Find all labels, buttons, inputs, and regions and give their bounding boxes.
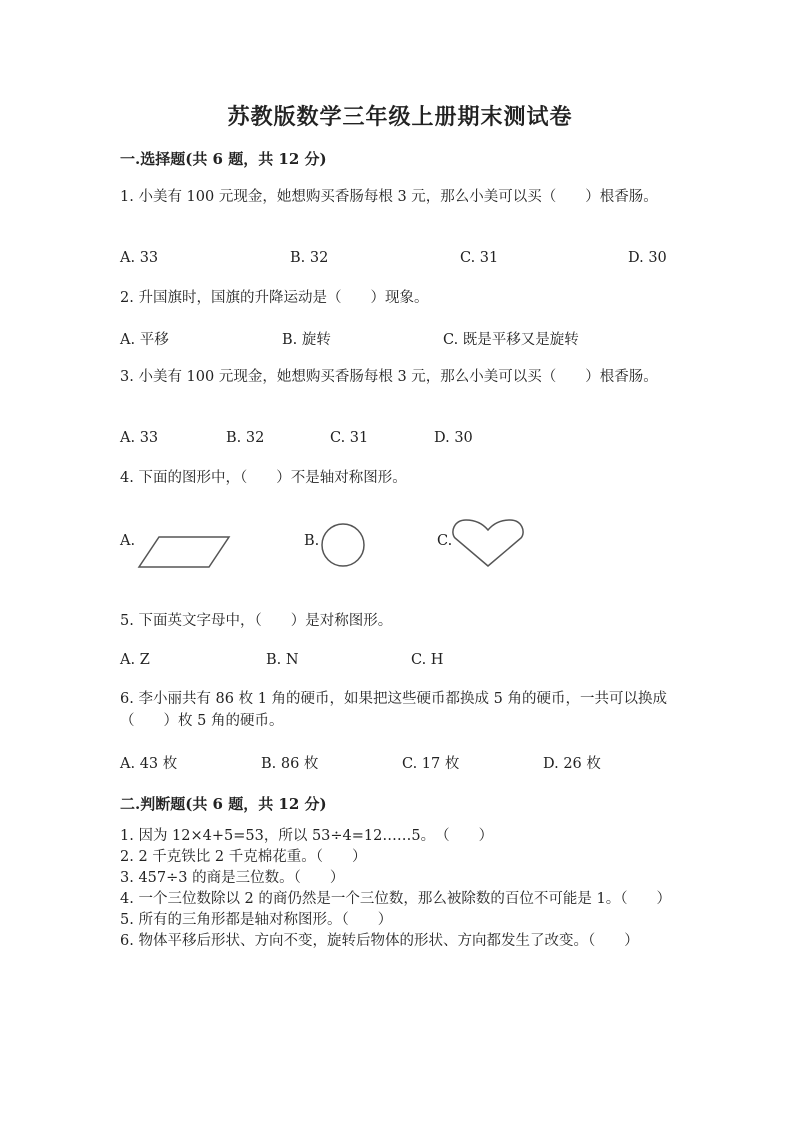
- question-3-stem: 3. 小美有 100 元现金，她想购买香肠每根 3 元，那么小美可以买（ ）根香肠。: [120, 369, 658, 385]
- q3-option-a: A. 33: [120, 430, 159, 446]
- q6-option-c: C. 17 枚: [402, 756, 460, 772]
- q1-option-d: D. 30: [628, 250, 667, 266]
- q2-option-b: B. 旋转: [282, 332, 331, 348]
- q3-option-b: B. 32: [226, 430, 265, 446]
- q6-option-a: A. 43 枚: [120, 756, 178, 772]
- question-1-stem: 1. 小美有 100 元现金，她想购买香肠每根 3 元，那么小美可以买（ ）根香肠。: [120, 189, 658, 205]
- q1-option-a: A. 33: [120, 250, 159, 266]
- judge-item-3: 3. 457÷3 的商是三位数。（ ）: [120, 870, 345, 886]
- question-5-stem: 5. 下面英文字母中，（ ）是对称图形。: [120, 613, 393, 629]
- q1-option-b: B. 32: [290, 250, 329, 266]
- q4-option-a: A.: [120, 533, 136, 549]
- section-heading-choice: 一.选择题(共 6 题，共 12 分): [120, 150, 327, 168]
- parallelogram-shape: [132, 530, 242, 580]
- q6-option-b: B. 86 枚: [261, 756, 319, 772]
- q5-option-a: A. Z: [120, 652, 150, 668]
- q3-option-d: D. 30: [434, 430, 473, 446]
- question-4-stem: 4. 下面的图形中，（ ）不是轴对称图形。: [120, 470, 407, 486]
- question-2-stem: 2. 升国旗时，国旗的升降运动是（ ）现象。: [120, 290, 429, 306]
- q6-option-d: D. 26 枚: [543, 756, 601, 772]
- question-6-stem: 6. 李小丽共有 86 枚 1 角的硬币，如果把这些硬币都换成 5 角的硬币，一共可以换成（ ）枚 5 角的硬币。: [120, 691, 667, 729]
- q4-option-c: C.: [437, 533, 453, 549]
- judge-item-1: 1. 因为 12×4+5=53，所以 53÷4=12……5。 （ ）: [120, 828, 494, 844]
- q2-option-a: A. 平移: [120, 332, 169, 348]
- q5-option-b: B. N: [266, 652, 299, 668]
- judge-item-6: 6. 物体平移后形状、方向不变，旋转后物体的形状、方向都发生了改变。（ ）: [120, 933, 639, 949]
- q1-option-c: C. 31: [460, 250, 499, 266]
- q3-option-c: C. 31: [330, 430, 369, 446]
- judge-item-4: 4. 一个三位数除以 2 的商仍然是一个三位数，那么被除数的百位不可能是 1。（ ）: [120, 891, 671, 907]
- judge-item-2: 2. 2 千克铁比 2 千克棉花重。（ ）: [120, 849, 367, 865]
- section-heading-judge: 二.判断题(共 6 题，共 12 分): [120, 795, 327, 813]
- judge-item-5: 5. 所有的三角形都是轴对称图形。（ ）: [120, 912, 393, 928]
- page-title: 苏教版数学三年级上册期末测试卷: [227, 104, 573, 130]
- q2-option-c: C. 既是平移又是旋转: [443, 332, 579, 348]
- q4-option-b: B.: [304, 533, 320, 549]
- heart-shape: [448, 514, 528, 570]
- q5-option-c: C. H: [411, 652, 444, 668]
- circle-shape: [318, 520, 368, 570]
- judge-list: [120, 826, 680, 952]
